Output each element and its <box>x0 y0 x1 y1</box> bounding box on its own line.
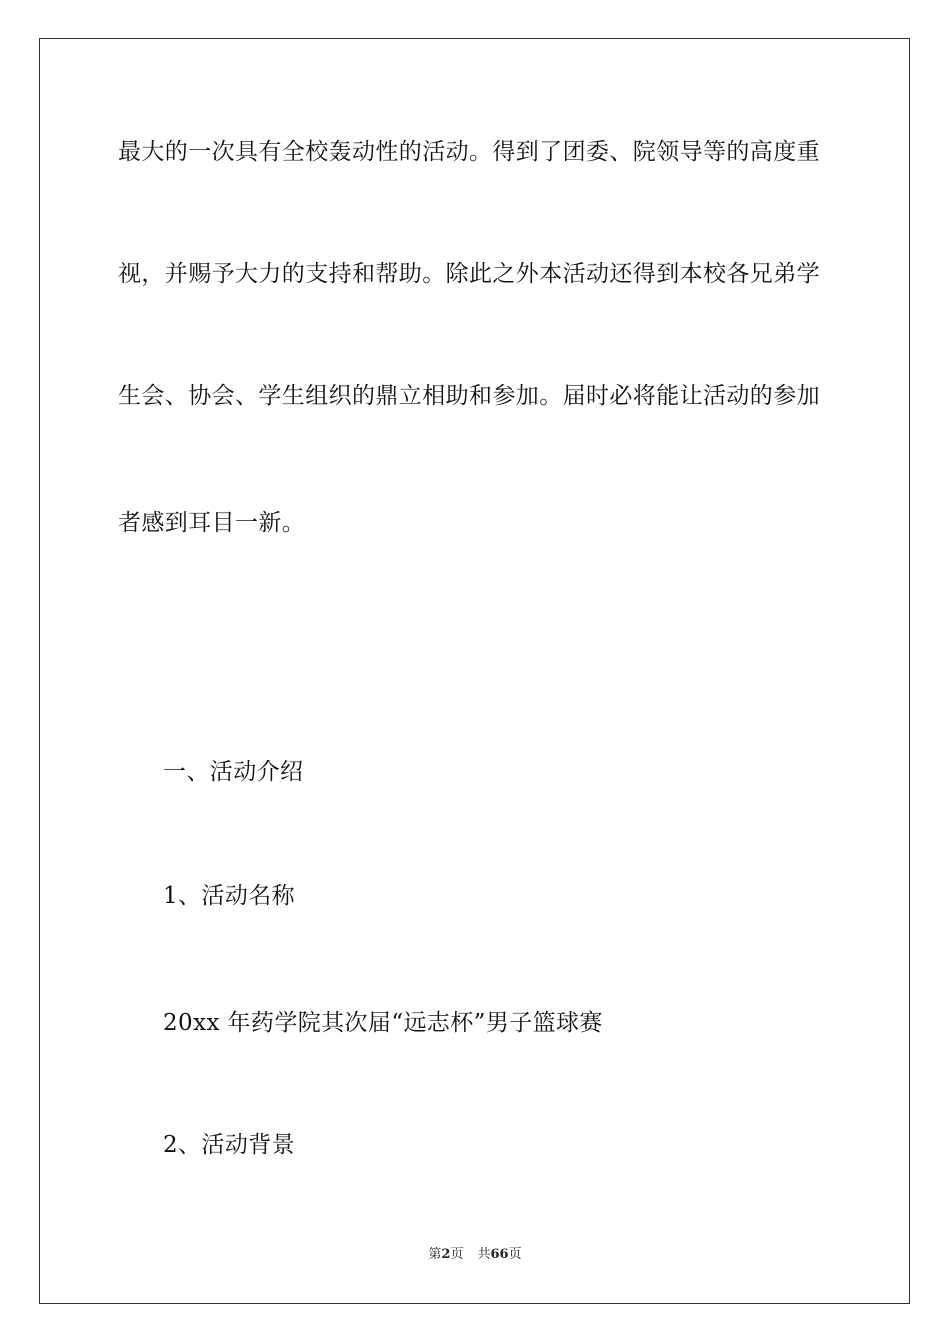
paragraph-line-4: 者感到耳目一新。 <box>118 510 306 536</box>
footer-total-pages: 66 <box>490 1247 509 1262</box>
footer-page-suffix: 页 <box>450 1247 464 1262</box>
footer-page-prefix: 第 <box>428 1247 442 1262</box>
paragraph-line-1: 最大的一次具有全校轰动性的活动。得到了团委、院领导等的高度重 <box>118 139 820 165</box>
footer-total-prefix: 共 <box>477 1247 491 1262</box>
item2-heading: 2、活动背景 <box>163 1132 296 1158</box>
section-heading: 一、活动介绍 <box>163 759 304 785</box>
item1-heading: 1、活动名称 <box>163 883 296 909</box>
item1-text: 20xx 年药学院其次届“远志杯”男子篮球赛 <box>163 1010 603 1036</box>
footer-total-suffix: 页 <box>508 1247 522 1262</box>
page-frame <box>39 38 910 1304</box>
page-footer <box>0 1246 950 1264</box>
footer-page-number: 2 <box>441 1247 451 1262</box>
paragraph-line-2: 视，并赐予大力的支持和帮助。除此之外本活动还得到本校各兄弟学 <box>118 261 820 287</box>
paragraph-line-3: 生会、协会、学生组织的鼎立相助和参加。届时必将能让活动的参加 <box>118 383 820 409</box>
